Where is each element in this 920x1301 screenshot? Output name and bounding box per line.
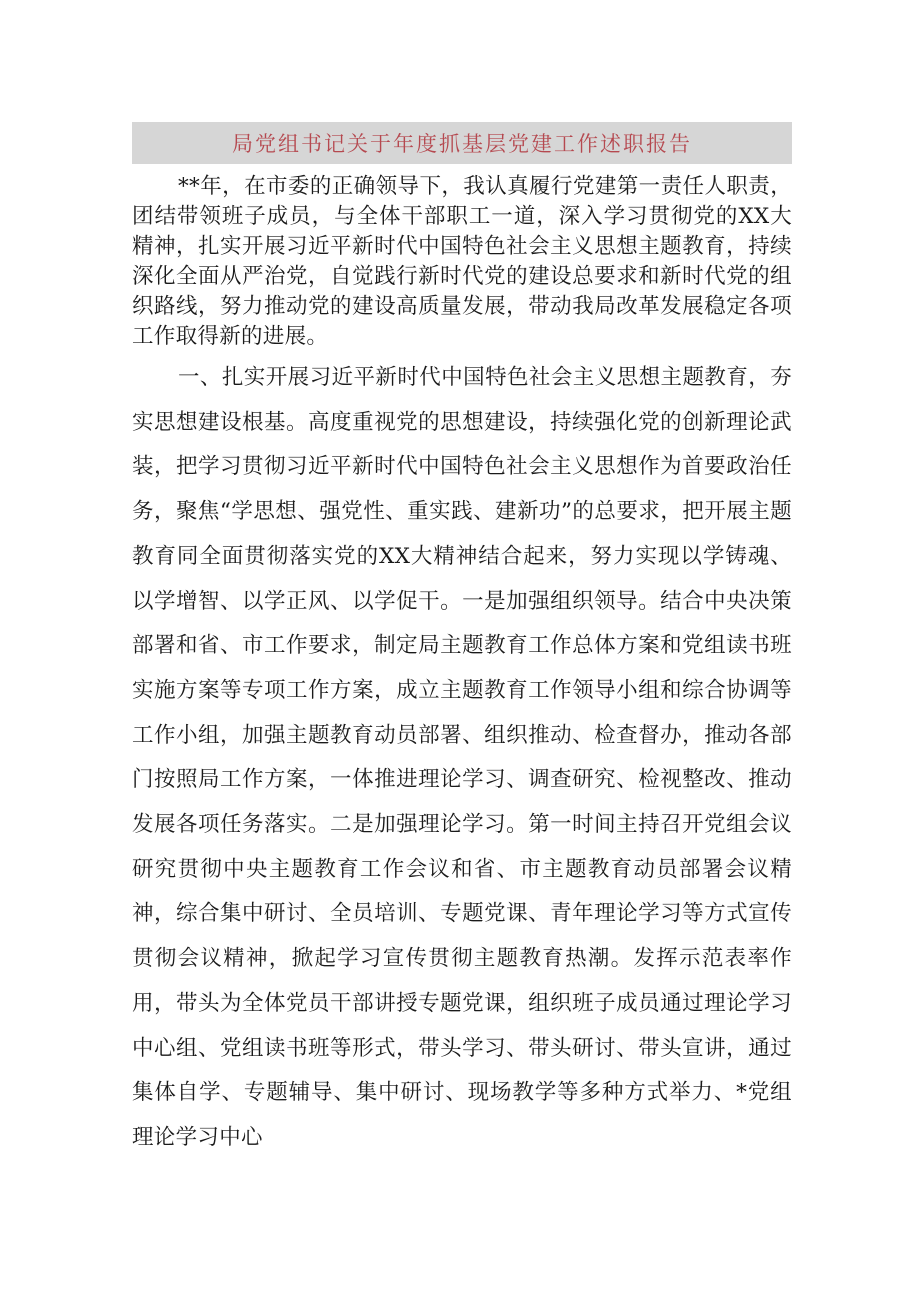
intro-paragraph: **年，在市委的正确领导下，我认真履行党建第一责任人职责，团结带领班子成员，与全体干部职工一道，深入学习贯彻党的XX大精神，扎实开展习近平新时代中国特色社会主义思想主题教育，持续深化全面从严治党，自觉践行新时代党的建设总要求和新时代党的组织路线，努力推动党的建设高质量发展，带动我局改革发展稳定各项工作取得新的进展。 xyxy=(132,174,792,349)
section-1-paragraph: 一、扎实开展习近平新时代中国特色社会主义思想主题教育，夯实思想建设根基。高度重视党的思想建设，持续强化党的创新理论武装，把学习贯彻习近平新时代中国特色社会主义思想作为首要政治任务，聚焦“学思想、强党性、重实践、建新功”的总要求，把开展主题教育同全面贯彻落实党的XX大精神结合起来，努力实现以学铸魂、以学增智、以学正风、以学促干。一是加强组织领导。结合中央决策部署和省、市工作要求，制定局主题教育工作总体方案和党组读书班实施方案等专项工作方案，成立主题教育工作领导小组和综合协调等工作小组，加强主题教育动员部署、组织推动、检查督办，推动各部门按照局工作方案，一体推进理论学习、调查研究、检视整改、推动发展各项任务落实。二是加强理论学习。第一时间主持召开党组会议研究贯彻中央主题教育工作会议和省、市主题教育动员部署会议精神，综合集中研讨、全员培训、专题党课、青年理论学习等方式宣传贯彻会议精神，掀起学习宣传贯彻主题教育热潮。发挥示范表率作用，带头为全体党员干部讲授专题党课，组织班子成员通过理论学习中心组、党组读书班等形式，带头学习、带头研讨、带头宣讲，通过集体自学、专题辅导、集中研讨、现场教学等多种方式举力、*党组理论学习中心 xyxy=(132,365,792,1150)
title-banner xyxy=(132,122,792,164)
document-title: 局党组书记关于年度抓基层党建工作述职报告 xyxy=(232,132,692,156)
